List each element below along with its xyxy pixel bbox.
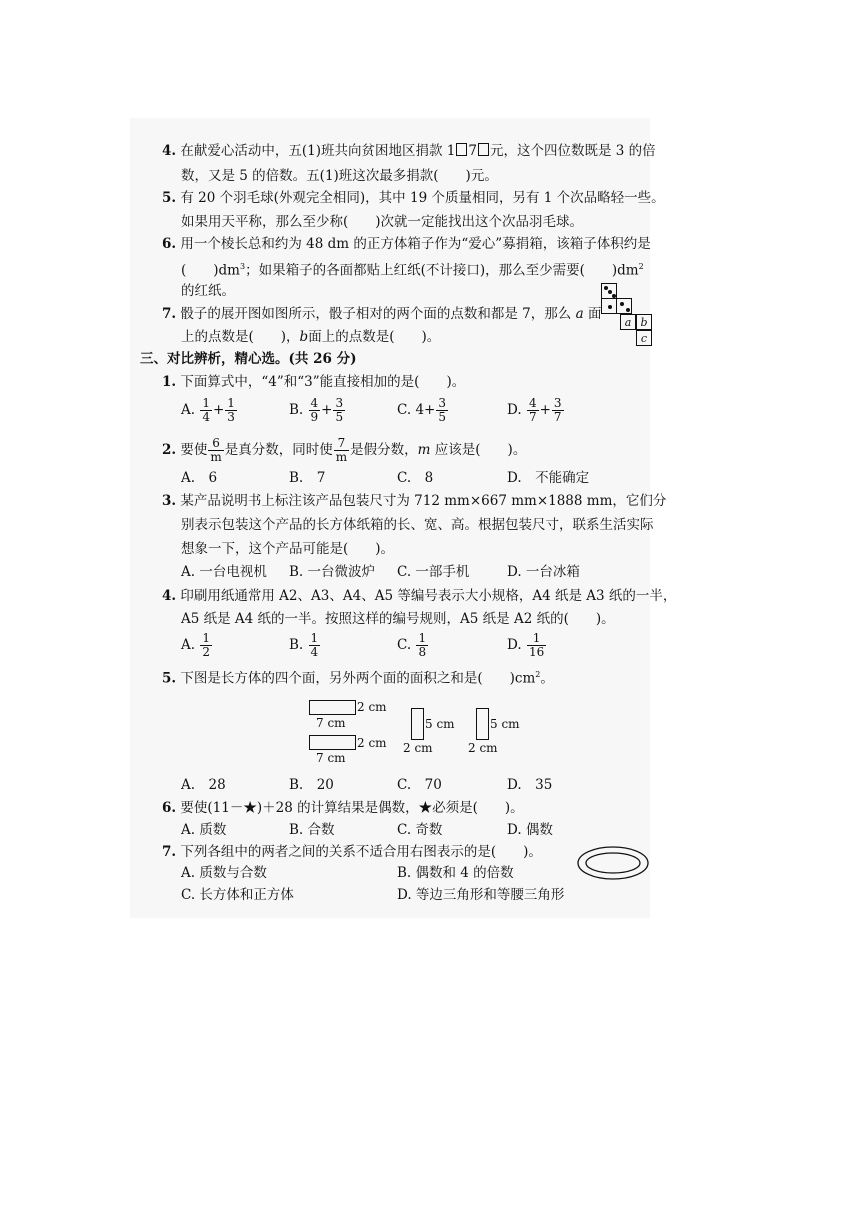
question-6-line-2: ( )$dm^3$；如果箱子的各面都贴上红纸(不计接口)，那么至少需要( )$dm^2$ — [181, 262, 644, 279]
question-number: 7. — [162, 306, 177, 322]
mc3-option-c: C. 一部手机 — [397, 564, 470, 580]
mc2-option-a: A. 6 — [181, 470, 218, 486]
mc2-option-b: B. 7 — [289, 470, 326, 486]
mc-question-3-line-3: 想象一下，这个产品可能是( )。 — [181, 541, 395, 557]
mc-question-3-line-1: 3. 某产品说明书上标注该产品包装尺寸为 712 mm×667 mm×1888 mm，它们分 — [162, 493, 667, 509]
mc-question-3-line-2: 别表示包装这个产品的长方体纸箱的长、宽、高。根据包装尺寸，联系生活实际 — [181, 517, 654, 533]
mc5-option-b: B. 20 — [289, 777, 334, 793]
question-7-line-1: 7. 骰子的展开图如图所示，骰子相对的两个面的点数和都是 7，那么 a 面 — [162, 306, 602, 322]
question-7-line-2: 上的点数是( )，b面上的点数是( )。 — [181, 329, 441, 345]
face-base-label: 2 cm — [403, 741, 433, 755]
blank-box — [456, 143, 467, 156]
face-rect-side-2 — [476, 708, 489, 740]
mc1-option-d: D. $\frac{4}{7}$ + $\frac{3}{7}$ — [507, 396, 562, 424]
face-rect-bottom — [309, 735, 356, 750]
mc3-option-a: A. 一台电视机 — [181, 564, 267, 580]
mc-question-1: 1. 下面算式中，“4”和“3”能直接相加的是( )。 — [162, 374, 466, 390]
face-height-label: 5 cm — [490, 717, 520, 731]
question-number: 5. — [162, 670, 177, 687]
question-number: 6. — [162, 800, 177, 816]
mc3-option-b: B. 一台微波炉 — [289, 564, 376, 580]
mc-question-5: 5. 下图是长方体的四个面，另外两个面的面积之和是( )$cm^2$。 — [162, 670, 554, 687]
dice-face-2 — [616, 298, 632, 314]
mc1-option-c: C. 4+ $\frac{3}{5}$ — [397, 396, 446, 424]
mc7-option-d: D. 等边三角形和等腰三角形 — [397, 887, 565, 903]
face-length-label: 7 cm — [316, 751, 346, 765]
mc6-option-c: C. 奇数 — [397, 822, 443, 838]
face-height-label: 5 cm — [425, 717, 455, 731]
dice-face-3 — [601, 283, 617, 299]
face-length-label: 7 cm — [316, 716, 346, 730]
mc6-option-d: D. 偶数 — [507, 822, 553, 838]
dice-face-c: c — [636, 330, 652, 346]
question-6-line-1: 6. 用一个棱长总和约为 48 dm 的正方体箱子作为“爱心”募捐箱，该箱子体积约是 — [162, 236, 651, 252]
dice-net-figure — [601, 283, 657, 349]
question-number: 5. — [162, 190, 177, 206]
mc-question-4-line-1: 4. 印刷用纸通常用 A2、A3、A4、A5 等编号表示大小规格，A4 纸是 A3 纸的一半， — [162, 588, 677, 604]
mc4-option-b: B. $\frac{1}{4}$ — [289, 631, 319, 659]
face-rect-top — [309, 700, 356, 715]
mc1-option-b: B. $\frac{4}{9}$ + $\frac{3}{5}$ — [289, 396, 344, 424]
face-rect-side-1 — [411, 708, 424, 740]
face-base-label: 2 cm — [468, 741, 498, 755]
question-5-line-2: 如果用天平称，那么至少称( )次就一定能找出这个次品羽毛球。 — [181, 214, 584, 230]
question-number: 4. — [162, 588, 177, 604]
mc5-option-a: A. 28 — [181, 777, 226, 793]
mc1-option-a: A. $\frac{1}{4}$ + $\frac{1}{3}$ — [181, 396, 235, 424]
mc-question-4-line-2: A5 纸是 A4 纸的一半。按照这样的编号规则，A5 纸是 A2 纸的( )。 — [181, 611, 615, 627]
mc3-option-d: D. 一台冰箱 — [507, 564, 580, 580]
question-5-line-1: 5. 有 20 个羽毛球(外观完全相同)，其中 19 个质量相同，另有 1 个次品略轻一些。 — [162, 190, 665, 206]
mc7-option-b: B. 偶数和 4 的倍数 — [397, 865, 514, 881]
question-4-line-2: 数，又是 5 的倍数。五(1)班这次最多捐款( )元。 — [181, 168, 498, 184]
mc5-option-d: D. 35 — [507, 777, 553, 793]
mc4-option-a: A. $\frac{1}{2}$ — [181, 631, 210, 659]
dice-face-1 — [601, 298, 617, 314]
dice-face-b: b — [636, 314, 652, 330]
question-number: 7. — [162, 844, 177, 860]
question-number: 4. — [162, 143, 177, 159]
face-width-label: 2 cm — [357, 700, 387, 714]
mc-question-7: 7. 下列各组中的两者之间的关系不适合用右图表示的是( )。 — [162, 844, 542, 860]
mc7-option-a: A. 质数与合数 — [181, 865, 267, 881]
mc4-option-d: D. $\frac{1}{16}$ — [507, 631, 545, 659]
question-4-line-1: 4. 在献爱心活动中，五(1)班共向贫困地区捐款 1 7 元，这个四位数既是 3 的倍 — [162, 143, 656, 159]
dice-face-a: a — [620, 314, 636, 330]
question-number: 2. — [162, 442, 177, 458]
mc5-option-c: C. 70 — [397, 777, 442, 793]
question-number: 6. — [162, 236, 177, 252]
mc-question-2: 2. 要使 $\frac{6}{m}$ 是真分数，同时使 $\frac{7}{m}$ 是假分数，m 应该是( )。 — [162, 436, 527, 464]
face-width-label: 2 cm — [357, 736, 387, 750]
mc-question-6: 6. 要使(11－★)＋28 的计算结果是偶数，★必须是( )。 — [162, 800, 524, 816]
mc2-option-d: D. 不能确定 — [507, 470, 590, 486]
mc2-option-c: C. 8 — [397, 470, 434, 486]
blank-box — [478, 143, 489, 156]
question-number: 1. — [162, 374, 177, 390]
mc6-option-a: A. 质数 — [181, 822, 227, 838]
mc6-option-b: B. 合数 — [289, 822, 335, 838]
mc7-option-c: C. 长方体和正方体 — [181, 887, 294, 903]
nested-ellipse-figure — [576, 845, 650, 881]
question-number: 3. — [162, 493, 177, 509]
question-6-line-3: 的红纸。 — [181, 283, 235, 299]
mc4-option-c: C. $\frac{1}{8}$ — [397, 631, 427, 659]
section-title: 三、对比辨析，精心选。(共 26 分) — [140, 351, 357, 367]
